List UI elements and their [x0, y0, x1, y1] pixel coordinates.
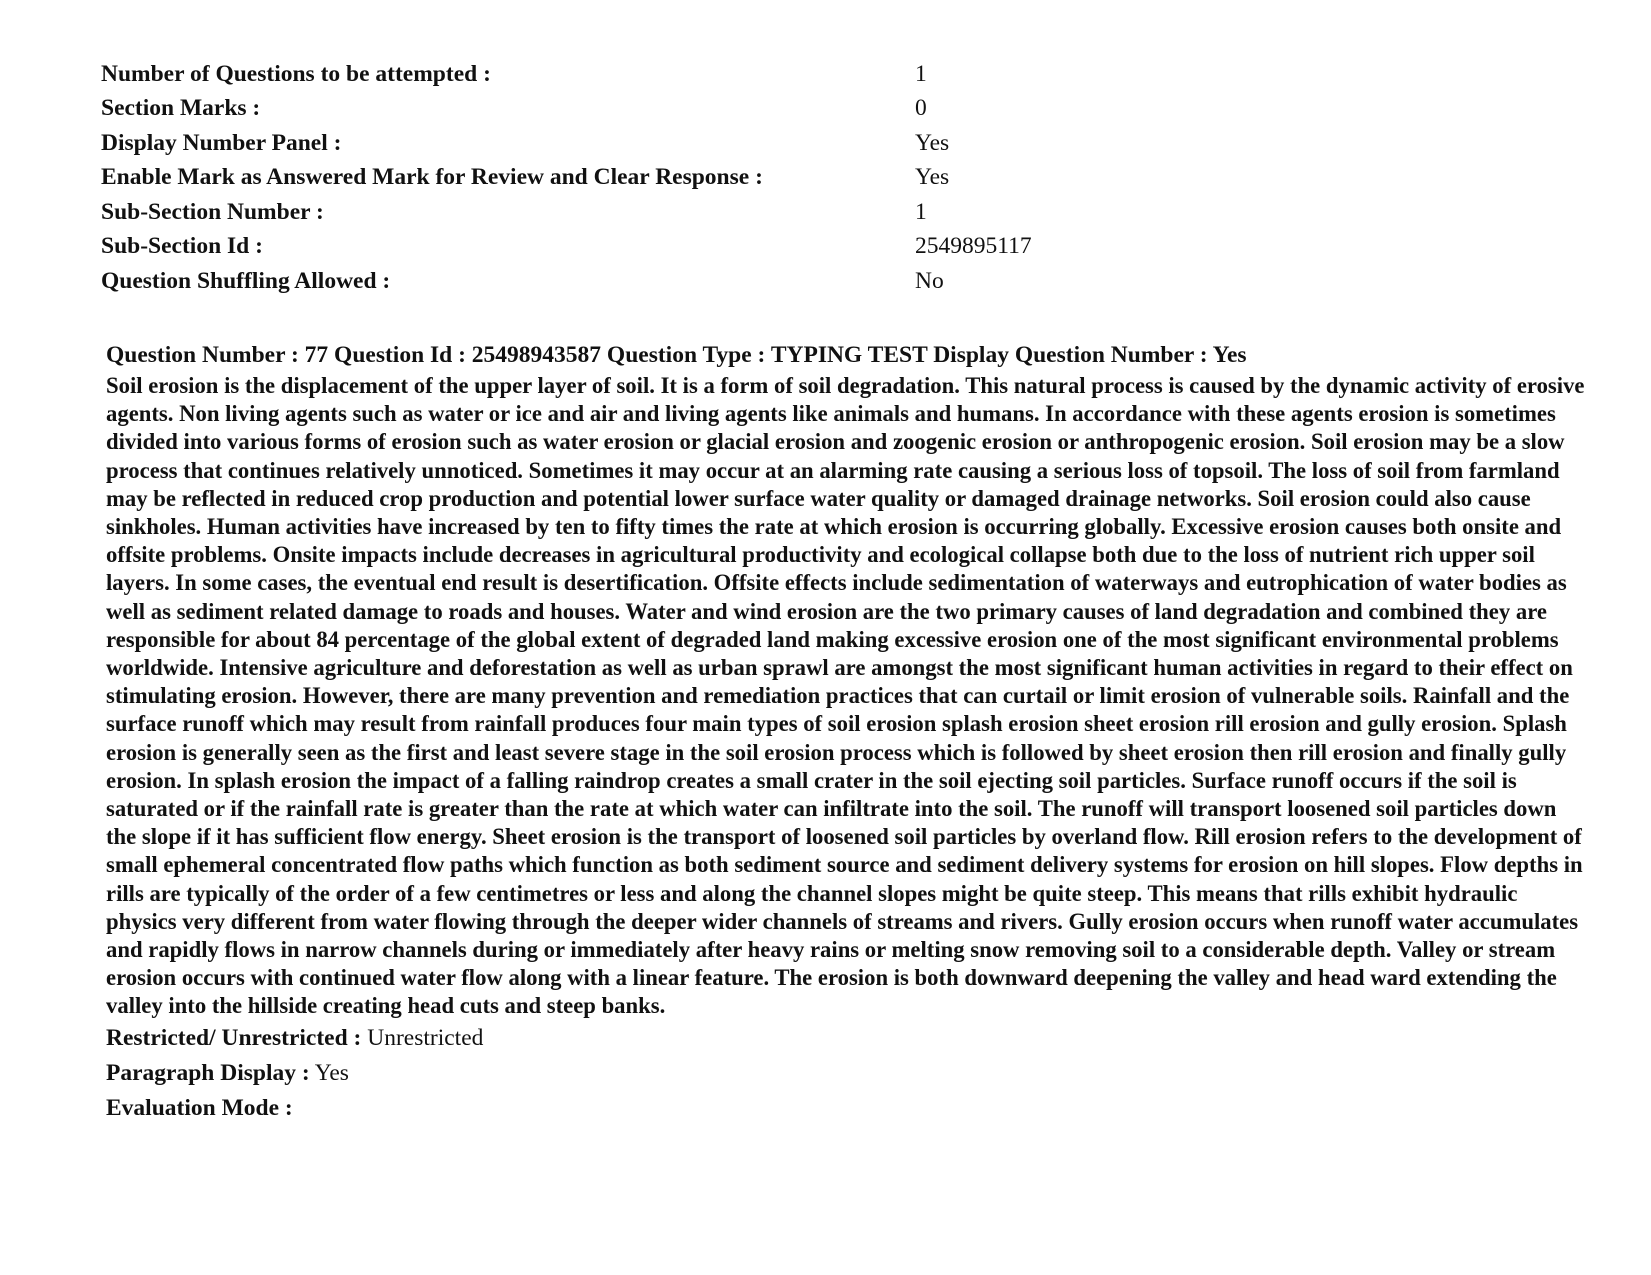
section-info-label: Enable Mark as Answered Mark for Review and Clear Response : [101, 164, 763, 191]
restricted-row [106, 1021, 1586, 1056]
section-info-row [101, 264, 1032, 299]
section-info-row [101, 195, 1032, 230]
section-info-value: Yes [915, 129, 950, 156]
section-info-row [101, 161, 1032, 196]
section-info-row [101, 57, 1032, 92]
section-info-label: Sub-Section Number : [101, 198, 324, 225]
section-info-row [101, 230, 1032, 265]
section-info-value: 0 [915, 95, 927, 122]
section-info-row [101, 126, 1032, 161]
question-header: Question Number : 77 Question Id : 25498943587 Question Type : TYPING TEST Display Question Number : Yes [106, 342, 1247, 368]
typing-passage: Soil erosion is the displacement of the upper layer of soil. It is a form of soil degradation. This natural process is caused by the dynamic activity of erosive agents. Non living agents such as water or ice and air and living agents like animals and humans. In accordance with these agents erosion is sometimes divided into various forms of erosion such as water erosion or glacial erosion and zoogenic erosion or anthropogenic erosion. Soil erosion may be a slow process that continues relatively unnoticed. Sometimes it may occur at an alarming rate causing a serious loss of topsoil. The loss of soil from farmland may be reflected in reduced crop production and potential lower surface water quality or damaged drainage networks. Soil erosion could also cause sinkholes. Human activities have increased by ten to fifty times the rate at which erosion is occurring globally. Excessive erosion causes both onsite and offsite problems. Onsite impacts include decreases in agricultural productivity and ecological collapse both due to the loss of nutrient rich upper soil layers. In some cases, the eventual end result is desertification. Offsite effects include sedimentation of waterways and eutrophication of water bodies as well as sediment related damage to roads and houses. Water and wind erosion are the two primary causes of land degradation and combined they are responsible for about 84 percentage of the global extent of degraded land making excessive erosion one of the most significant environmental problems worldwide. Intensive agriculture and deforestation as well as urban sprawl are amongst the most significant human activities in regard to their effect on stimulating erosion. However, there are many prevention and remediation practices that can curtail or limit erosion of vulnerable soils. Rainfall and the surface runoff which may result from rainfall produces four main types of soil erosion splash erosion sheet erosion rill erosion and gully erosion. Splash erosion is generally seen as the first and least severe stage in the soil erosion process which is followed by sheet erosion then rill erosion and finally gully erosion. In splash erosion the impact of a falling raindrop creates a small crater in the soil ejecting soil particles. Surface runoff occurs if the soil is saturated or if the rainfall rate is greater than the rate at which water can infiltrate into the soil. The runoff will transport loosened soil particles down the slope if it has sufficient flow energy. Sheet erosion is the transport of loosened soil particles by overland flow. Rill erosion refers to the development of small ephemeral concentrated flow paths which function as both sediment source and sediment delivery systems for erosion on hill slopes. Flow depths in rills are typically of the order of a few centimetres or less and along the channel slopes might be quite steep. This means that rills exhibit hydraulic physics very different from water flowing through the deeper wider channels of streams and rivers. Gully erosion occurs when runoff water accumulates and rapidly flows in narrow channels during or immediately after heavy rains or melting snow removing soil to a considerable depth. Valley or stream erosion occurs with continued water flow along with a linear feature. The erosion is both downward deepening the valley and head ward extending the valley into the hillside creating head cuts and steep banks. [106, 373, 1585, 1019]
evaluation-mode-label: Evaluation Mode : [106, 1094, 293, 1121]
section-info-value: 1 [915, 60, 927, 87]
question-block [106, 338, 1586, 1126]
section-info-value: 2549895117 [915, 233, 1032, 260]
section-info-row [101, 92, 1032, 127]
paragraph-display-label: Paragraph Display : [106, 1059, 310, 1086]
section-info-value: No [915, 267, 944, 294]
restricted-label: Restricted/ Unrestricted : [106, 1024, 362, 1051]
section-info-label: Question Shuffling Allowed : [101, 267, 391, 294]
section-info-value: 1 [915, 198, 927, 225]
section-info-label: Sub-Section Id : [101, 233, 263, 260]
restricted-value: Unrestricted [367, 1024, 484, 1051]
section-info-label: Display Number Panel : [101, 129, 342, 156]
paragraph-display-value: Yes [314, 1059, 349, 1086]
section-info-label: Section Marks : [101, 95, 261, 122]
section-info-table [101, 57, 1032, 299]
section-info-value: Yes [915, 164, 950, 191]
evaluation-mode-row [106, 1091, 1586, 1126]
paragraph-display-row [106, 1056, 1586, 1091]
section-info-label: Number of Questions to be attempted : [101, 60, 491, 87]
